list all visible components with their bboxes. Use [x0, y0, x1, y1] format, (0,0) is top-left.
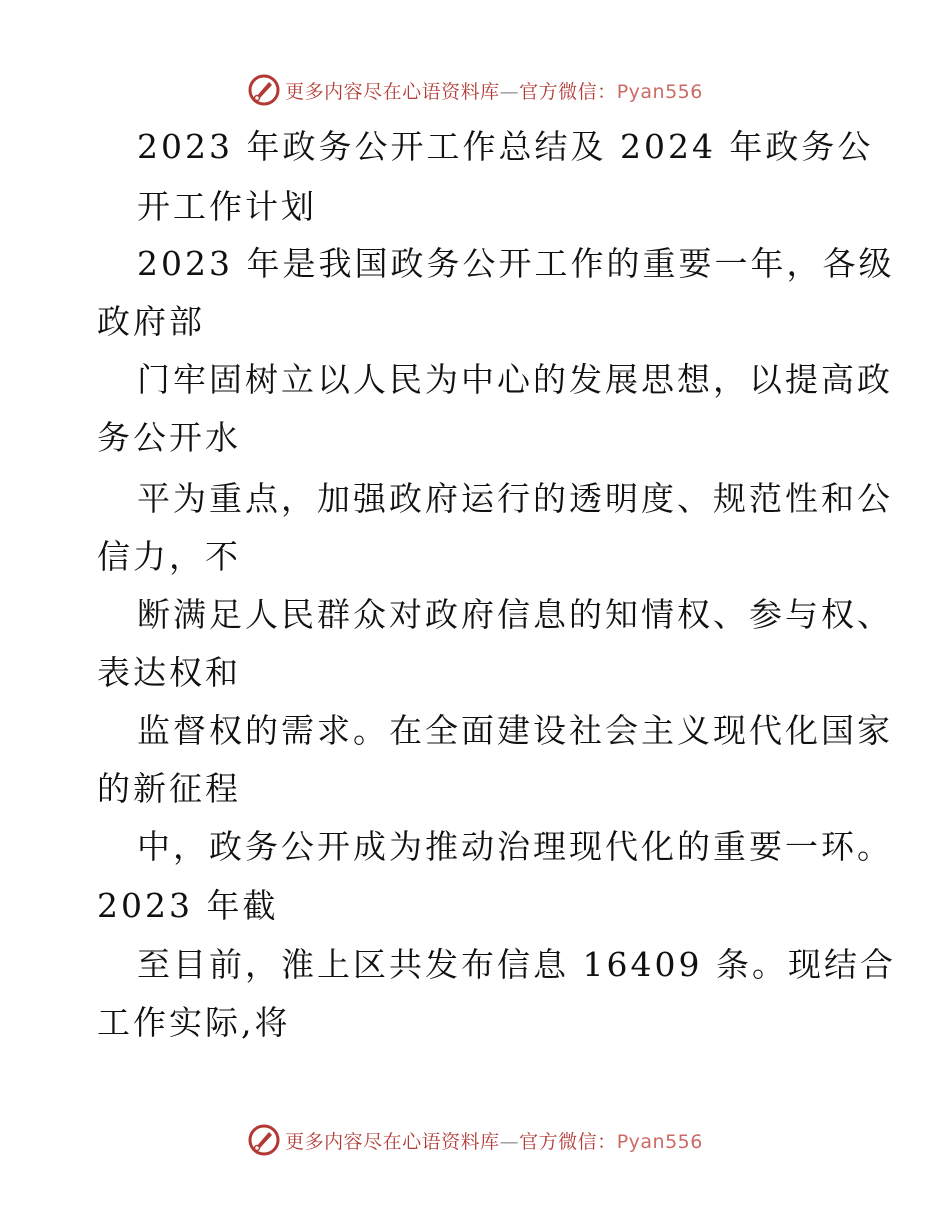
- body-line: 至目前，淮上区共发布信息 16409 条。现结合: [137, 945, 896, 984]
- body-line: 工作实际,将: [97, 1003, 291, 1042]
- banner-contact: 官方微信：: [519, 1130, 617, 1153]
- title-line-2: 开工作计划: [137, 187, 317, 226]
- body-line: 的新征程: [97, 769, 241, 808]
- body-line: 监督权的需求。在全面建设社会主义现代化国家: [137, 711, 893, 750]
- body-line: 中，政务公开成为推动治理现代化的重要一环。: [137, 827, 893, 866]
- body-line: 断满足人民群众对政府信息的知情权、参与权、: [137, 595, 893, 634]
- body-line: 表达权和: [97, 653, 241, 692]
- body-line: 门牢固树立以人民为中心的发展思想，以提高政: [137, 360, 893, 399]
- banner-id: Pyan556: [616, 1130, 703, 1153]
- body-line: 2023 年截: [97, 886, 279, 925]
- body-line: 务公开水: [97, 418, 241, 457]
- title-line-1: 2023 年政务公开工作总结及 2024 年政务公: [137, 127, 874, 166]
- banner-dash: —: [499, 1130, 520, 1153]
- banner-text: [285, 1127, 703, 1154]
- banner-text: [285, 77, 703, 104]
- banner-contact: 官方微信：: [519, 80, 617, 103]
- pen-logo-icon: [247, 1123, 281, 1157]
- banner-dash: —: [499, 80, 520, 103]
- header-banner: [0, 70, 950, 110]
- banner-slogan: 更多内容尽在心语资料库: [285, 80, 500, 103]
- body-line: 政府部: [97, 302, 205, 341]
- footer-banner: [0, 1120, 950, 1160]
- pen-logo-icon: [247, 73, 281, 107]
- banner-id: Pyan556: [616, 80, 703, 103]
- body-line: 2023 年是我国政务公开工作的重要一年，各级: [137, 244, 895, 283]
- banner-slogan: 更多内容尽在心语资料库: [285, 1130, 500, 1153]
- body-line: 信力，不: [97, 537, 241, 576]
- body-line: 平为重点，加强政府运行的透明度、规范性和公: [137, 479, 893, 518]
